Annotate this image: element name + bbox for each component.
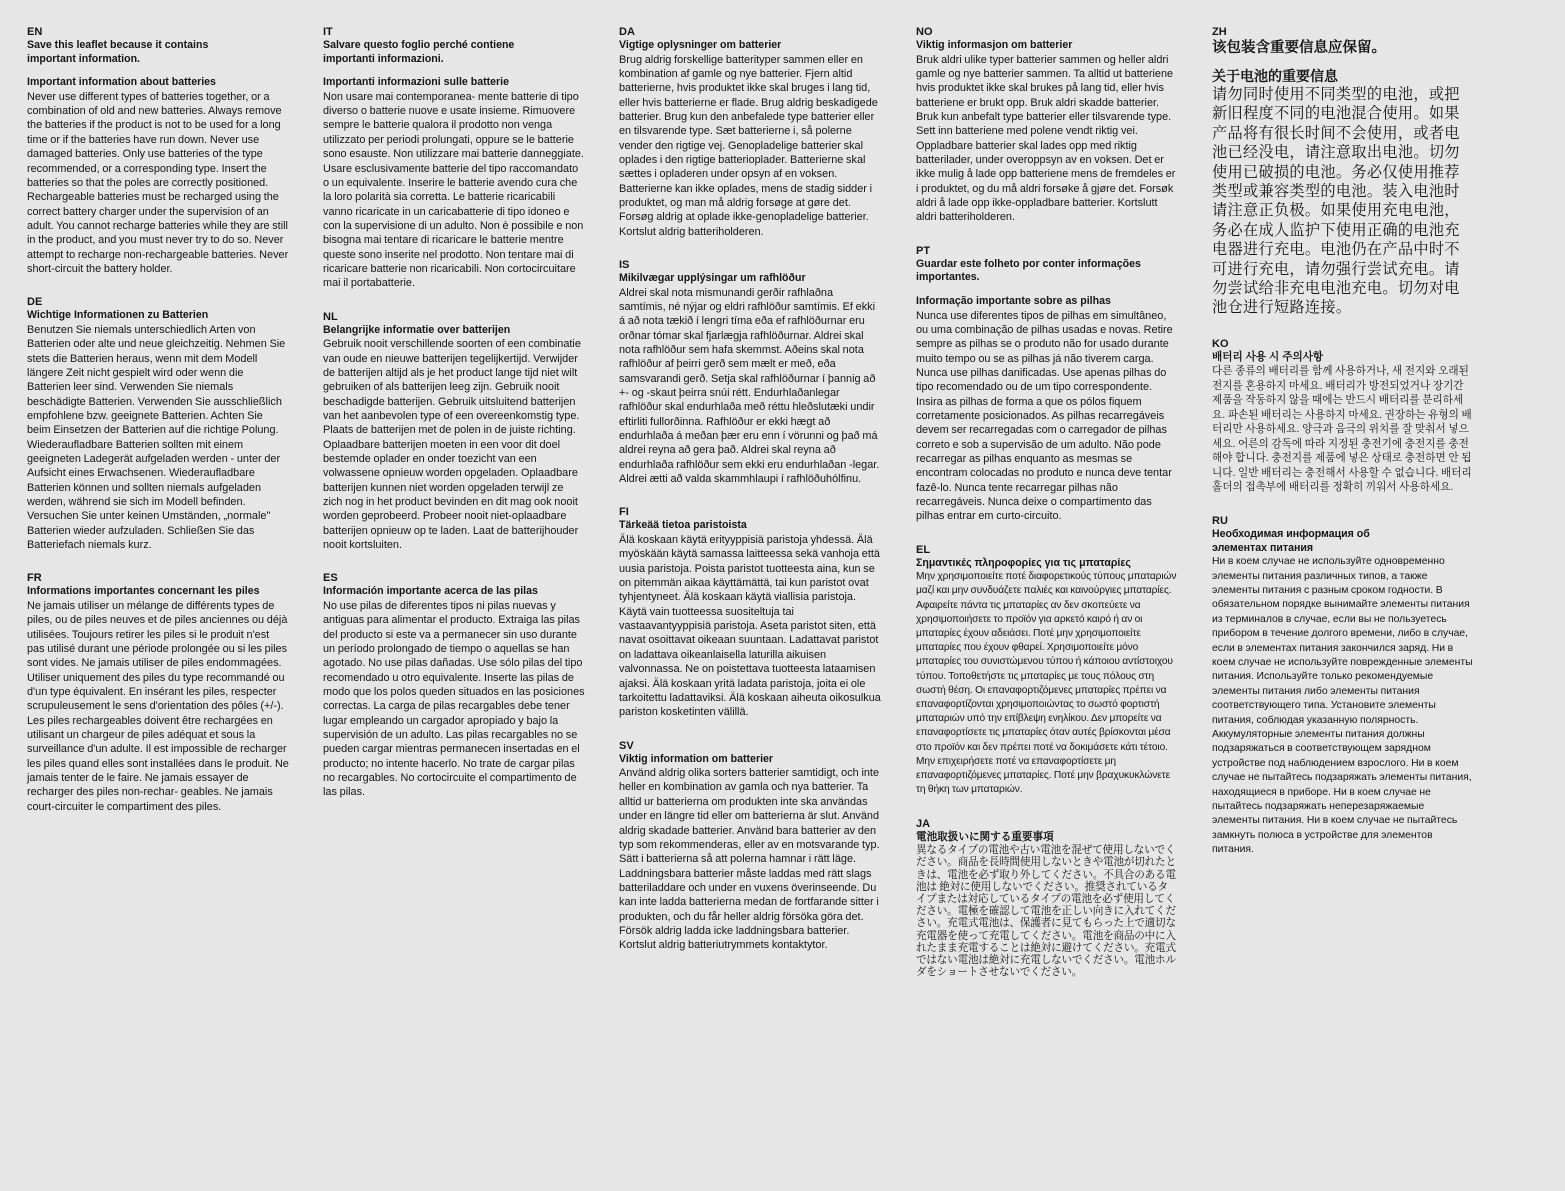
column-4: [916, 26, 1178, 998]
section-body-it: Non usare mai contemporanea- mente batterie di tipo diverso o batterie nuove e usate insieme. Rimuovere sempre le batterie qualora il prodotto non venga utilizzato per periodi prolungati, oppure se le batterie sono esauste. Non utilizzare mai batterie danneggiate. Usare esclusivamente batterie del tipo raccomandato o un equivalente. Inserire le batterie avendo cura che la loro polarità sia corretta. Le batterie ricaricabili vanno ricaricate in un caricabatterie di tipo idoneo e con la supervisione di un adulto. Non è possibile e non bisogna mai tentare di ricaricare le batterie mentre queste sono inserite nel prodotto. Non tentare mai di ricaricare batterie non ricaricabili. Non cortocircuitare mai il portabatterie.: [323, 90, 584, 290]
section-body-ru: Ни в коем случае не используйте одновременно элементы питания различных типов, а также элементы питания с разным сроком годности. В обязательном порядке вынимайте элементы питания из терминалов в случае, если вы не пользуетесь прибором в течение долгого времени, либо в случае, если в элементах питания закончился заряд. Ни в коем случае не используйте поврежденные элементы питания. Используйте только рекомендуемые элементы питания либо элементы питания соответствующего типа. Установите элементы питания, соблюдая указанную полярность. Аккумуляторные элементы питания должны подзаряжаться в соответствующем зарядном устройстве под наблюдением взрослого. Ни в коем случае не пытайтесь подзаряжать элементы питания, находящиеся в приборе. Ни в коем случае не пытайтесь подзаряжать неперезаряжаемые элементы питания. Ни в коем случае не пытайтесь замкнуть полюса в устройстве для элементов питания.: [1212, 556, 1473, 856]
section-body-fi: Älä koskaan käytä erityyppisiä paristoja yhdessä. Älä myöskään käytä samassa laitteessa sekä vanhoja että uusia paristoja. Poista paristot tuotteesta aina, kun se on pitemmän aikaa käyttämättä, tai kun paristot ovat tyhjentyneet. Älä koskaan käytä viallisia paristoja. Käytä vain tuotteessa suositeltuja tai vastaavantyyppisiä paristoja. Aseta paristot siten, että navat osoittavat oikeaan suuntaan. Ladattavat paristot on ladattava oikeanlaisella laturilla aikuisen valvonnassa. Ne on poistettava tuotteesta lataamisen ajaksi. Älä koskaan yritä ladata paristoja, joita ei ole tarkoitettu ladattaviksi. Älä koskaan aiheuta oikosulkua pariston kosketinten välillä.: [619, 534, 881, 719]
section-body-is: Aldrei skal nota mismunandi gerðir rafhlaðna samtímis, né nýjar og eldri rafhlöður samtímis. Ef ekki á að nota tækið í lengri tíma eða ef rafhlöðurnar eru orðnar tómar skal fjarlægja rafhlöðurnar. Aldrei skal nota rafhlöður sem hafa skemmst. Aðeins skal nota rafhlöður af þeirri gerð sem mælt er með, eða samsvarandi gerð. Setja skal rafhlöðurnar í þannig að +- og -skaut þeirra snúi rétt. Endurhlaðanlegar rafhlöður skal endurhlaða með réttu hleðslutæki undir eftirliti fullorðinna. Rafhlöður er ekki hægt að endurhlaða á meðan þær eru enn í vörunni og það má aldrei reyna að gera það. Aldrei skal reyna að endurhlaða rafhlöður sem ekki eru endurhlaðan -legar. Aldrei ætti að valda skammhlaupi í rafhlöðuhólfinu.: [619, 286, 880, 486]
column-2: [323, 26, 585, 820]
section-ja: [916, 818, 1178, 979]
section-zh: [1212, 26, 1474, 318]
section-is: [619, 259, 881, 486]
section-body-zh: 请勿同时使用不同类型的电池，或把新旧程度不同的电池混合使用。如果产品将有很长时间不会使用，或者电池已经没电，请注意取出电池。切勿使用已破损的电池。务必仅使用推荐类型或兼容类型的电池。装入电池时请注意正负极。如果使用充电电池，务必在成人监护下使用正确的电池充电器进行充电。电池仍在产品中时不可进行充电，请勿强行尝试充电。请勿尝试给非充电电池充电。切勿对电池仓进行短路连接。: [1212, 86, 1460, 317]
section-body-pt: Nunca use diferentes tipos de pilhas em simultâneo, ou uma combinação de pilhas usadas e novas. Retire sempre as pilhas se o produto não for usado durante muito tempo ou se as pilhas já não tiverem carga. Nunca use pilhas danificadas. Use apenas pilhas do tipo recomendado ou de um tipo correspondente. Insira as pilhas de forma a que os pólos fiquem corretamente posicionados. As pilhas recarregáveis devem ser recarregadas com o carregador de pilhas correto e sob a supervisão de um adulto. Não pode recarregar as pilhas enquanto as mesmas se encontram colocadas no produto e nunca deve tentar fazê-lo. Nunca tente recarregar pilhas não recarregáveis. Nunca deixe o compartimento das pilhas entrar em curto-circuito.: [916, 309, 1173, 523]
leaflet-title-en: Save this leaflet because it contains important information.: [27, 39, 209, 65]
language-code-is: IS: [619, 259, 630, 272]
section-heading-ko: 배터리 사용 시 주의사항: [1212, 350, 1324, 363]
section-el: [916, 544, 1178, 798]
section-heading-el: Σημαντικές πληροφορίες για τις μπαταρίες: [916, 556, 1131, 569]
section-da: [619, 26, 881, 239]
section-es: [323, 572, 585, 799]
section-body-sv: Använd aldrig olika sorters batterier samtidigt, och inte heller en kombination av gamla och nya batterier. Ta alltid ur batterierna om produkten inte ska användas under en längre tid eller om batterierna är slut. Använd aldrig skadade batterier. Använd bara batterier av den typ som rekommenderas, eller av en motsvarande typ. Sätt i batterierna så att polerna hamnar i rätt läge. Laddningsbara batterier måste laddas med rätt slags batteriladdare och under en vuxens överinseende. Du kan inte ladda batterierna medan de fortfarande sitter i produkten, och du får heller aldrig försöka göra det. Försök aldrig ladda icke laddningsbara batterier. Kortslut aldrig batteriutrymmets kontaktytor.: [619, 767, 880, 952]
language-code-zh: ZH: [1212, 26, 1227, 38]
language-code-da: DA: [619, 26, 635, 38]
section-heading-zh: 关于电池的重要信息: [1212, 68, 1338, 84]
section-body-no: Bruk aldri ulike typer batterier sammen og heller aldri gamle og nye batterier sammen. Ta alltid ut batteriene hvis produktet ikke skal brukes på lang tid, eller hvis batteriene er brukt opp. Bruk aldri skadde batterier. Bruk kun anbefalt type batterier eller tilsvarende type. Sett inn batteriene med polene vendt riktig vei. Oppladbare batterier skal lades opp med riktig batterilader, under overoppsyn av en voksen. Det er ikke mulig å lade opp batteriene mens de fremdeles er i produktet, og du må aldri forsøke å gjøre det. Forsøk aldri å lade opp ikke-oppladbare batterier. Kortslutt aldri batteriholderen.: [916, 53, 1176, 224]
section-body-da: Brug aldrig forskellige batterityper sammen eller en kombination af gamle og nye batterier. Fjern altid batterierne, hvis produktet ikke skal bruges i lang tid, eller hvis batterierne er flade. Brug aldrig beskadigede batterier. Brug kun den anbefalede type batterier eller en tilsvarende type. Sæt batterierne i, så polerne vender den rigtige vej. Genopladelige batterier skal oplades i den rigtige batterioplader. Batterierne skal sættes i opladeren under opsyn af en voksen. Batterierne kan ikke oplades, mens de stadig sidder i produktet, og man må aldrig forsøge at gøre det. Forsøg aldrig at oplade ikke-genopladelige batterier. Kortslut aldrig batteriholderen.: [619, 53, 878, 238]
language-code-pt: PT: [916, 244, 931, 257]
section-heading-es: Información importante acerca de las pilas: [323, 585, 538, 598]
leaflet-title-zh: 该包装含重要信息应保留。: [1212, 40, 1386, 56]
column-5: [1212, 26, 1474, 878]
section-body-en: Never use different types of batteries together, or a combination of old and new batteries. Always remove the batteries if the product is not to be used for a long time or if the batteries have run down. Never use damaged batteries. Only use batteries of the type recommended, or a corresponding type. Insert the batteries so that the poles are correctly positioned. Rechargeable batteries must be recharged using the correct battery charger under the supervision of an adult. You cannot recharge batteries while they are still in the product, and you must never try to do so. Never attempt to recharge non-rechargeable batteries. Never short-circuit the battery holder.: [27, 90, 289, 275]
section-heading-nl: Belangrijke informatie over batterijen: [323, 323, 511, 336]
language-code-fr: FR: [27, 572, 42, 585]
column-3: [619, 26, 881, 973]
section-it: [323, 26, 585, 291]
section-pt: [916, 245, 1178, 524]
section-heading-en: Important information about batteries: [27, 76, 216, 89]
section-ko: [1212, 338, 1474, 495]
language-code-el: EL: [916, 543, 931, 556]
language-code-en: EN: [27, 26, 43, 38]
language-code-it: IT: [323, 26, 333, 38]
language-code-ja: JA: [916, 817, 931, 830]
section-fi: [619, 506, 881, 719]
language-code-ru: RU: [1212, 514, 1228, 527]
section-heading-no: Viktig informasjon om batterier: [916, 39, 1073, 51]
section-fr: [27, 572, 289, 814]
section-heading-fr: Informations importantes concernant les piles: [27, 585, 260, 598]
column-1: [27, 26, 289, 834]
language-code-no: NO: [916, 26, 933, 38]
section-heading-is: Mikilvægar upplýsingar um rafhlöður: [619, 272, 806, 285]
section-nl: [323, 311, 585, 553]
section-heading-de: Wichtige Informationen zu Batterien: [27, 309, 209, 322]
section-body-ko: 다른 종류의 배터리를 함께 사용하거나, 새 전지와 오래된 전지를 혼용하지 마세요. 배터리가 방전되었거나 장기간 제품을 작동하지 않을 때에는 반드시 배터리를 분리하세요. 파손된 배터리는 사용하지 마세요. 권장하는 유형의 배터리만 사용하세요. 양극과 음극의 위치를 잘 맞춰서 넣으세요. 어른의 감독에 따라 지정된 충전기에 충전지를 충전해야 합니다. 충전지를 제품에 넣은 상태로 충전하면 안 됩니다. 일반 배터리는 충전해서 사용할 수 없습니다. 배터리 홀더의 접촉부에 배터리를 정확히 끼워서 사용하세요.: [1212, 365, 1472, 494]
section-no: [916, 26, 1178, 225]
section-body-es: No use pilas de diferentes tipos ni pilas nuevas y antiguas para alimentar el producto. Extraiga las pilas del producto si este va a permanecer sin uso durante un período prolongado de tiempo o aquellas se han agotado. No use pilas dañadas. Use sólo pilas del tipo recomendado u otro equivalente. Inserte las pilas de modo que los polos queden situados en las posiciones correctas. La carga de pilas recargables debe tener lugar empleando un cargador apropiado y bajo la supervisión de un adulto. Las pilas recargables no se pueden cargar mientras permanecen insertadas en el producto; no intente hacerlo. No trate de cargar pilas no recargables. No cortocircuite el compartimento de las pilas.: [323, 599, 585, 799]
section-de: [27, 296, 289, 552]
section-heading-fi: Tärkeää tietoa paristoista: [619, 519, 747, 532]
language-code-nl: NL: [323, 310, 338, 323]
section-sv: [619, 740, 881, 953]
section-ru: [1212, 515, 1474, 858]
language-code-ko: KO: [1212, 337, 1229, 350]
section-heading-da: Vigtige oplysninger om batterier: [619, 39, 782, 51]
language-code-sv: SV: [619, 739, 634, 752]
section-body-fr: Ne jamais utiliser un mélange de différents types de piles, ou de piles neuves et de piles anciennes ou déjà utilisées. Toujours retirer les piles si le produit n'est pas utilisé durant une période prolongée ou si les piles sont vides. Ne jamais utiliser de piles endommagées. Utiliser uniquement des piles du type recommandé ou d'un type équivalent. En insérant les piles, respecter scrupuleusement le sens d'orientation des pôles (+/-). Les piles rechargeables doivent être rechargées en utilisant un chargeur de piles adéquat et sous la surveillance d'un adulte. Il est impossible de recharger les piles quand elles sont installées dans le produit. Ne jamais tenter de le faire. Ne jamais essayer de recharger des piles non-rechar- geables. Ne jamais court-circuiter le compartiment des piles.: [27, 599, 289, 813]
language-code-fi: FI: [619, 506, 629, 519]
section-heading-pt: Informação importante sobre as pilhas: [916, 294, 1111, 307]
section-body-de: Benutzen Sie niemals unterschiedlich Arten von Batterien oder alte und neue gleichzeitig. Nehmen Sie stets die Batterien heraus, wenn mit dem Modell längere Zeit nicht gespielt wird oder wenn die Batterien leer sind. Verwenden Sie niemals beschädigte Batterien. Verwenden Sie ausschließlich empfohlene bzw. geeignete Batterien. Achten Sie beim Einsetzen der Batterien auf die richtige Polung. Wiederaufladbare Batterien sollten mit einem geeigneten Ladegerät aufgeladen werden - unter der Aufsicht eines Erwachsenen. Wiederaufladbare Batterien können und sollten niemals aufgeladen werden, während sie sich im Modell befinden. Versuchen Sie unter keinen Umständen, „normale" Batterien wieder aufzuladen. Schließen Sie das Batteriefach niemals kurz.: [27, 323, 286, 551]
section-body-nl: Gebruik nooit verschillende soorten of een combinatie van oude en nieuwe batterijen tegelijkertijd. Verwijder de batterijen altijd als je het product lange tijd niet wilt gebruiken of als batterijen leeg zijn. Gebruik nooit beschadigde batterijen. Gebruik uitsluitend batterijen van het aanbevolen type of een overeenkomstig type. Plaats de batterijen met de polen in de juiste richting. Oplaadbare batterijen moeten in een voor dit doel bestemde oplader en onder toezicht van een volwassene opnieuw worden opgeladen. Oplaadbare batterijen kunnen niet worden opgeladen terwijl ze zich nog in het product bevinden en dit mag ook nooit worden geprobeerd. Probeer nooit niet-oplaadbare batterijen opnieuw op te laden. Laat de batterijhouder nooit kortsluiten.: [323, 338, 581, 551]
leaflet-title-pt: Guardar este folheto por conter informações importantes.: [916, 257, 1141, 284]
section-heading-ru: Необходимая информация об элементах питания: [1212, 527, 1370, 554]
section-heading-ja: 電池取扱いに関する重要事項: [916, 830, 1054, 843]
section-body-el: Μην χρησιμοποιείτε ποτέ διαφορετικούς τύπους μπαταριών μαζί και μην συνδυάζετε παλιές και καινούργιες μπαταρίες. Αφαιρείτε πάντα τις μπαταρίες αν δεν σκοπεύετε να χρησιμοποιήσετε το προϊόν για αρκετό καιρό ή αν οι μπαταρίες έχουν αδειάσει. Ποτέ μην χρησιμοποιείτε μπαταρίες που έχουν φθαρεί. Χρησιμοποιείτε μόνο μπαταρίες του συνιστώμενου τύπου ή κάποιου αντίστοιχου τύπου. Τοποθετήστε τις μπαταρίες με τους πόλους στη σωστή θέση. Οι επαναφορτιζόμενες μπαταρίες πρέπει να επαναφορτίζονται χρησιμοποιώντας το σωστό φορτιστή μπαταριών υπό την επίβλεψη ενηλίκου. Δεν μπορείτε να επαναφορτίσετε τις μπαταρίες όταν αυτές βρίσκονται μέσα στο προϊόν και δεν πρέπει ποτέ να δοκιμάσετε κάτι τέτοιο. Μην επιχειρήσετε ποτέ να επαναφορτίσετε μη επαναφορτιζόμενες μπαταρίες. Ποτέ μην βραχυκυκλώνετε τη θήκη των μπαταριών.: [916, 571, 1177, 796]
section-body-ja: 異なるタイプの電池や古い電池を混ぜて使用しないでください。商品を長時間使用しないときや電池が切れたときは、電池を必ず取り外してください。不具合のある電池は 絶対に使用しないでください。推奨されているタイプまたは対応しているタイプの電池を必ず使用してください。電極を確認して電池を正しい向きに入れてください。充電式電池は、保護者に見てもらった上で適切な充電器を使って充電してください。電池を商品の中に入れたまま充電することは絶対に避けてください。充電式ではない電池は絶対に充電しないでください。電池ホルダをショートさせないでください。: [916, 844, 1176, 979]
leaflet-title-it: Salvare questo foglio perché contiene importanti informazioni.: [323, 39, 515, 65]
language-code-es: ES: [323, 572, 338, 585]
section-heading-it: Importanti informazioni sulle batterie: [323, 76, 510, 89]
language-code-de: DE: [27, 296, 43, 309]
section-heading-sv: Viktig information om batterier: [619, 752, 774, 765]
section-en: [27, 26, 289, 276]
